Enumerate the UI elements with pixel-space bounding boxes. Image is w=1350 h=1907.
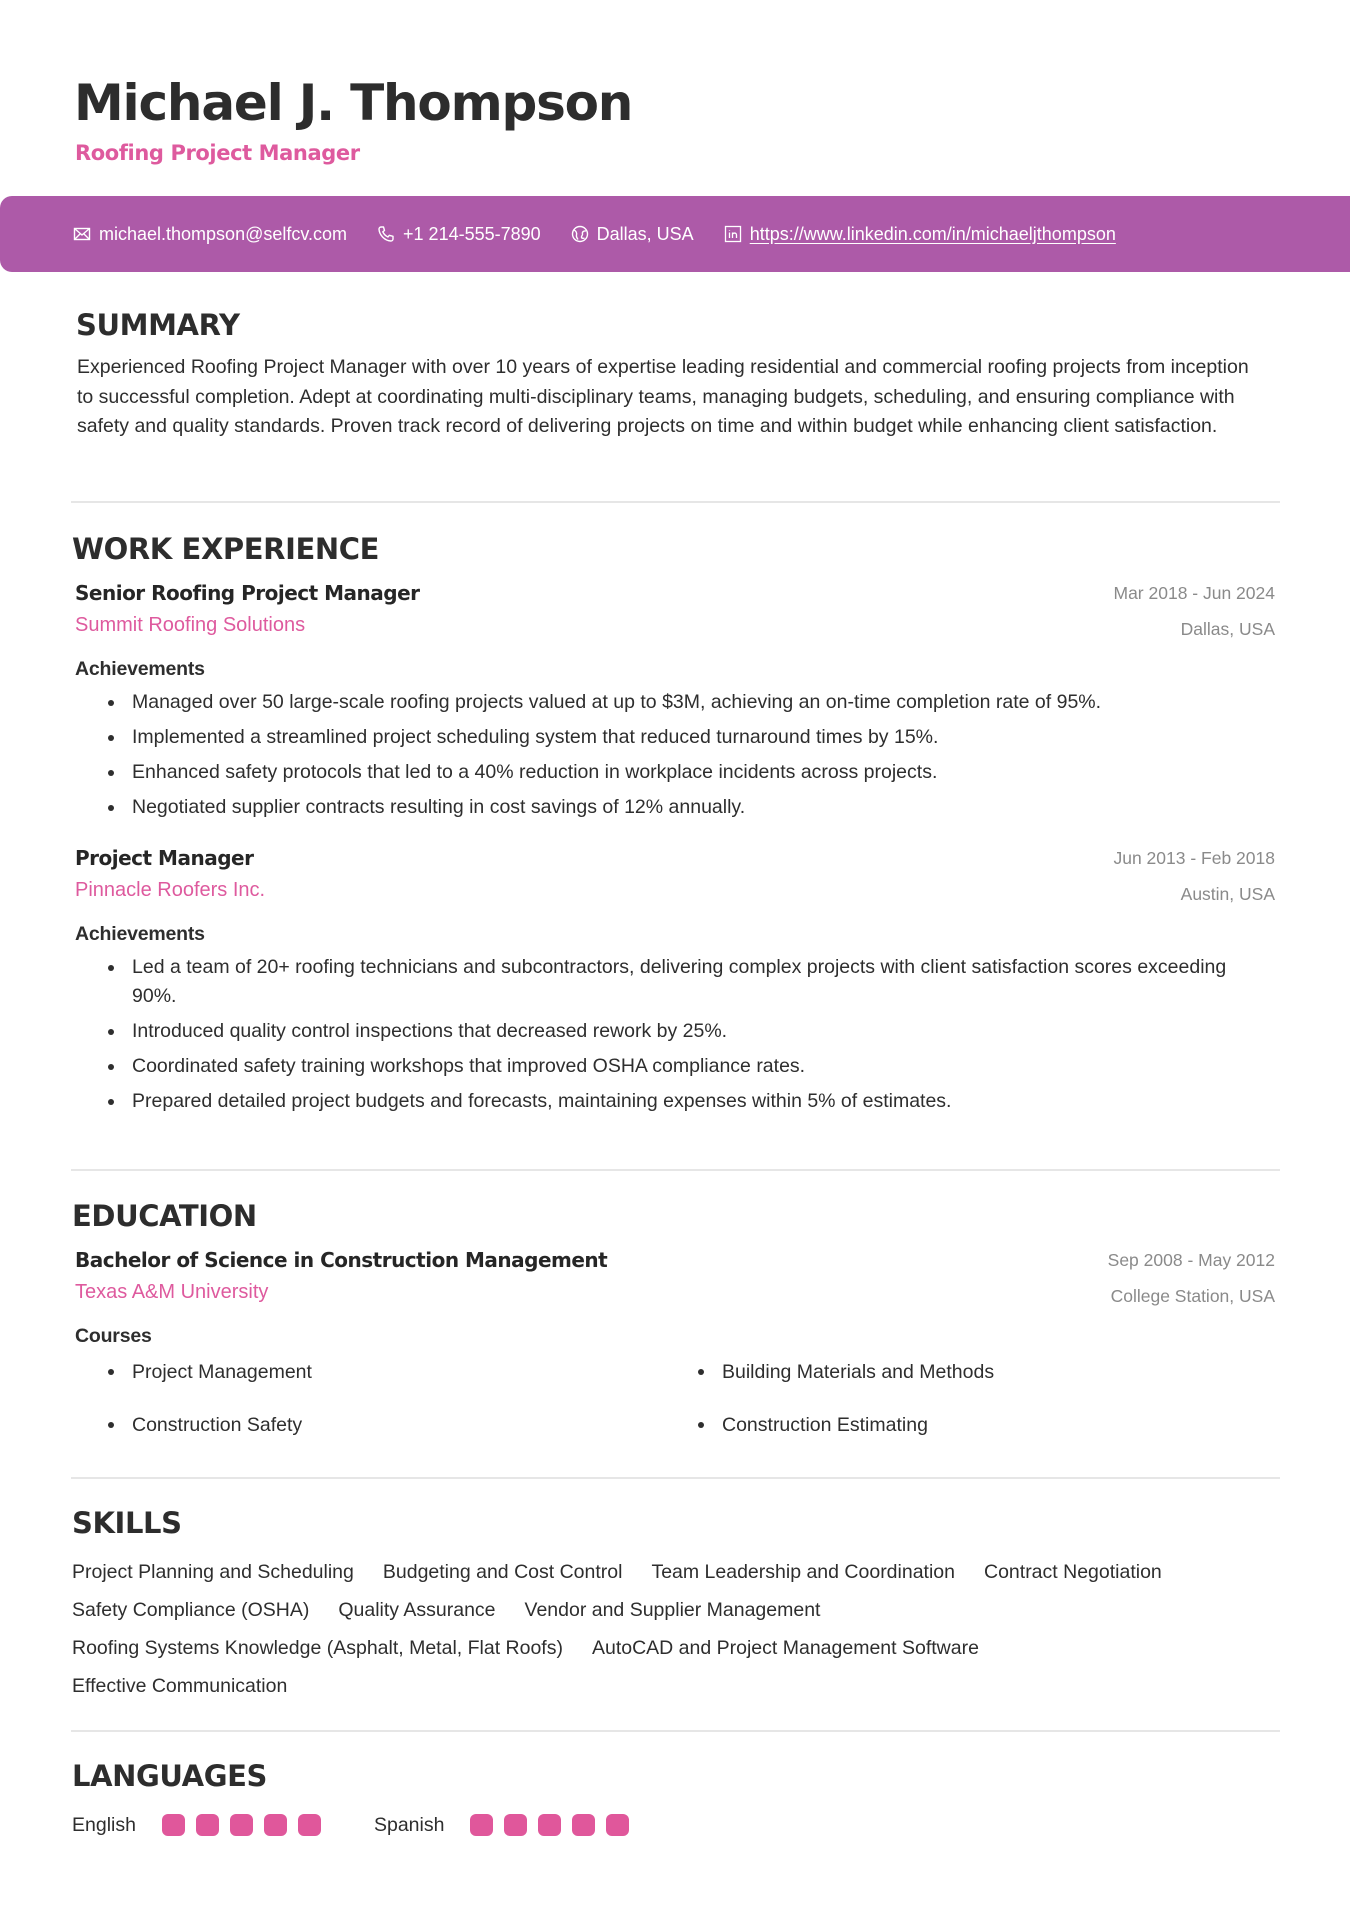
job-role: Senior Roofing Project Manager <box>75 581 420 605</box>
proficiency-dot-filled <box>538 1814 561 1836</box>
list-item: Managed over 50 large-scale roofing projects valued at up to $3M, achieving an on-time completion rate of 95%. <box>60 688 1280 718</box>
divider <box>71 1477 1280 1479</box>
phone-icon <box>377 225 395 243</box>
location-text: Dallas, USA <box>596 223 694 244</box>
course-item: Construction Estimating <box>662 1410 1252 1440</box>
experience-heading: WORK EXPERIENCE <box>72 532 380 566</box>
education-section <box>72 1196 1280 1440</box>
contact-bar <box>0 196 1350 272</box>
list-item: Prepared detailed project budgets and forecasts, maintaining expenses within 5% of estimates. <box>60 1087 1240 1117</box>
contact-email <box>73 224 347 245</box>
globe-icon <box>571 225 589 243</box>
list-item: Implemented a streamlined project scheduling system that reduced turnaround times by 15%. <box>60 723 1280 753</box>
skill-item: Team Leadership and Coordination <box>651 1561 955 1583</box>
proficiency-dot-filled <box>196 1814 219 1836</box>
proficiency-dot-filled <box>572 1814 595 1836</box>
education-entry <box>72 1245 1280 1440</box>
language-name: Spanish <box>373 1814 445 1836</box>
education-heading: EDUCATION <box>72 1199 257 1233</box>
languages-section <box>72 1756 1280 1840</box>
summary-section <box>72 305 1280 442</box>
proficiency-dot-filled <box>264 1814 287 1836</box>
achievements-label: Achievements <box>75 658 205 680</box>
job-entry <box>72 578 1280 823</box>
list-item: Enhanced safety protocols that led to a 40% reduction in workplace incidents across projects. <box>60 758 1280 788</box>
contact-linkedin <box>724 224 1116 245</box>
job-role: Project Manager <box>75 845 254 870</box>
languages-list <box>72 1810 1280 1840</box>
proficiency-dot-filled <box>504 1814 527 1836</box>
skill-item: Contract Negotiation <box>984 1561 1162 1583</box>
skill-item: Quality Assurance <box>338 1599 496 1621</box>
education-dates: Sep 2008 - May 2012 <box>1107 1250 1275 1270</box>
skill-item: Safety Compliance (OSHA) <box>72 1599 310 1621</box>
job-title: Roofing Project Manager <box>75 141 360 165</box>
contact-phone <box>377 224 541 245</box>
email-text[interactable]: michael.thompson@selfcv.com <box>99 223 348 244</box>
languages-heading: LANGUAGES <box>72 1759 267 1793</box>
list-item: Introduced quality control inspections that decreased rework by 25%. <box>60 1017 1240 1047</box>
job-entry <box>72 843 1280 1117</box>
divider <box>71 1169 1280 1171</box>
contact-location <box>571 224 694 245</box>
education-location: College Station, USA <box>1110 1286 1275 1306</box>
proficiency-dot-filled <box>162 1814 185 1836</box>
linkedin-icon <box>724 225 742 243</box>
degree: Bachelor of Science in Construction Management <box>75 1248 608 1272</box>
skill-item: Budgeting and Cost Control <box>382 1561 623 1583</box>
job-location: Austin, USA <box>1180 883 1275 904</box>
language-item <box>374 1810 640 1840</box>
job-company: Pinnacle Roofers Inc. <box>75 878 266 901</box>
skill-item: AutoCAD and Project Management Software <box>591 1637 979 1659</box>
courses-label: Courses <box>75 1325 152 1347</box>
experience-section <box>72 529 1280 1117</box>
proficiency-dots <box>162 1814 332 1836</box>
school: Texas A&M University <box>75 1281 269 1303</box>
job-location: Dallas, USA <box>1180 619 1275 639</box>
skill-item: Roofing Systems Knowledge (Asphalt, Metal, Flat Roofs) <box>72 1637 563 1659</box>
proficiency-dots <box>470 1814 640 1836</box>
achievements-list <box>72 953 1280 1117</box>
envelope-icon <box>73 225 91 243</box>
course-item: Construction Safety <box>72 1410 662 1440</box>
proficiency-dot-filled <box>298 1814 321 1836</box>
list-item: Led a team of 20+ roofing technicians and subcontractors, delivering complex projects with client satisfaction scores exceeding 90%. <box>60 953 1240 1012</box>
skill-item: Project Planning and Scheduling <box>72 1561 354 1583</box>
job-dates: Jun 2013 - Feb 2018 <box>1113 847 1275 868</box>
proficiency-dot-filled <box>230 1814 253 1836</box>
divider <box>71 1730 1280 1732</box>
list-item: Negotiated supplier contracts resulting in cost savings of 12% annually. <box>60 793 1280 823</box>
achievements-list <box>72 688 1280 823</box>
course-item: Building Materials and Methods <box>662 1357 1252 1387</box>
divider <box>71 501 1280 503</box>
candidate-name: Michael J. Thompson <box>74 74 633 132</box>
summary-heading: SUMMARY <box>76 308 240 342</box>
phone-text[interactable]: +1 214-555-7890 <box>403 223 541 244</box>
skills-section <box>72 1503 1280 1709</box>
skills-list <box>72 1557 1202 1709</box>
skills-heading: SKILLS <box>72 1506 182 1540</box>
job-company: Summit Roofing Solutions <box>75 614 306 636</box>
skill-item: Effective Communication <box>72 1675 288 1697</box>
skill-item: Vendor and Supplier Management <box>524 1599 821 1621</box>
proficiency-dot-filled <box>606 1814 629 1836</box>
proficiency-dot-filled <box>470 1814 493 1836</box>
language-name: English <box>72 1814 136 1836</box>
achievements-label: Achievements <box>75 922 205 945</box>
linkedin-link[interactable]: https://www.linkedin.com/in/michaeljthompson <box>749 223 1116 244</box>
language-item <box>72 1810 332 1840</box>
courses-list <box>72 1357 1280 1440</box>
summary-text: Experienced Roofing Project Manager with over 10 years of expertise leading residential and commercial roofing projects from inception to successful completion. Adept at coordinating multi-disciplinary teams, managing budgets, scheduling, and ensuring compliance with safety and quality standards. Proven track record of delivering projects on time and within budget while enhancing client satisfaction. <box>77 356 1249 437</box>
job-dates: Mar 2018 - Jun 2024 <box>1113 583 1275 603</box>
course-item: Project Management <box>72 1357 662 1387</box>
list-item: Coordinated safety training workshops that improved OSHA compliance rates. <box>60 1052 1240 1082</box>
